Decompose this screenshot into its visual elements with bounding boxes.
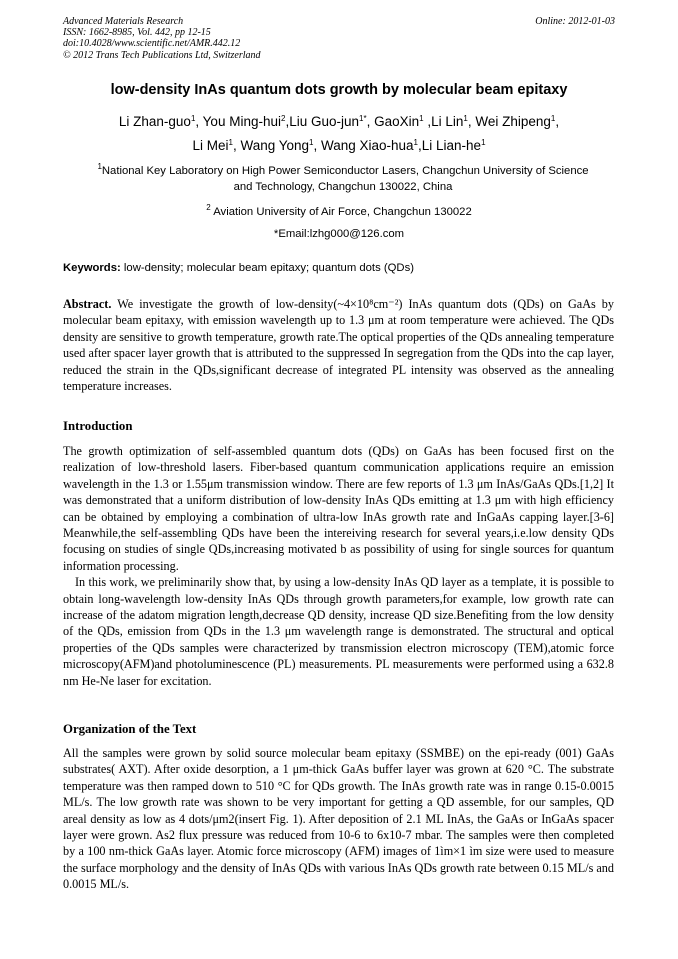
paragraph: All the samples were grown by solid source molecular beam epitaxy (SSMBE) on the epi-ready (001) GaAs substrates( AXT). After oxide desorption, a 1 μm-thick GaAs buffer layer was grown at 620 °C. The substrate temperature was then ramped down to 510 °C for QDs growth. The InAs growth rate was in range 0.15-0.0015 ML/s. The low growth rate was shown to be very important for getting a QD assemble, for our samples, QD areal density as low as 4 dots/μm2(insert Fig. 1). After deposition of 2.1 ML InAs, the GaAs or InGaAs spacer layer were grown. As2 flux pressure was reduced from 10-6 to 6x10-7 mbar. The samples were then completed by a 100 nm-thick GaAs layer. Atomic force microscopy (AFM) images of 1ìm×1 ìm size were used to measure the surface morphology and the density of InAs QDs with various InAs QDs growth rate between 0.15 ML/s and 0.0015 ML/s. — [63, 746, 614, 892]
author: Wang Xiao-hua$^1$, — [320, 138, 422, 153]
issn-line: ISSN: 1662-8985, Vol. 442, pp 12-15 — [63, 27, 211, 39]
paper-title: low-density InAs quantum dots growth by molecular beam epitaxy — [110, 82, 568, 98]
journal-header — [63, 16, 261, 61]
keywords-text: low-density; molecular beam epitaxy; quantum dots (QDs) — [120, 262, 414, 274]
online-date: Online: 2012-01-03 — [535, 16, 615, 27]
abstract-text: We investigate the growth of low-density(~4×10⁸cm⁻²) InAs quantum dots (QDs) on GaAs by molecular beam epitaxy, with emission wavelength up to 1.3 μm at room temperature were achieved. The QDs density are sensitive to growth temperature, growth rate.The optical properties of the QDs annealing temperature used after spacer layer growth that is attributed to the suppressed In segregation from the QDs into the cap layer, reduced the strain in the QDs,significant decrease of integrated PL intensity was observed as the annealing temperature increases. — [63, 297, 614, 394]
author: Wei Zhipeng$^1$, — [475, 114, 560, 129]
copyright-line: © 2012 Trans Tech Publications Ltd, Switzerland — [63, 49, 261, 61]
abstract-label: Abstract. — [63, 297, 112, 311]
author: You Ming-hui$^2$, — [202, 114, 290, 129]
paragraph: In this work, we preliminarily show that, by using a low-density InAs QD layer as a template, it is possible to obtain long-wavelength low-density InAs QDs through growth parameters,for example, low growth rate can increase of the adatom migration length,decrease QD density, increase QD size.Benefiting from the low density of the QDs, emission from QDs in the 1.3 μm wavelength range is demonstrated. The structural and optical properties of the QDs samples were characterized by transmission electron microscopy (TEM),atomic force microscopy(AFM)and photoluminescence (PL) measurements. PL measurements were performed using a 632.8 nm He-Ne laser for excitation. — [63, 575, 614, 688]
author-line-2 — [0, 138, 678, 154]
journal-name: Advanced Materials Research — [63, 16, 184, 27]
affiliation-2: $^2$ Aviation University of Air Force, Changchun 130022 — [206, 203, 472, 218]
author: Li Zhan-guo$^1$, — [118, 114, 203, 129]
author: Li Lin$^1$, — [431, 114, 476, 129]
section-heading-introduction: Introduction — [63, 419, 133, 433]
organization-body — [63, 745, 614, 893]
author-line-1 — [0, 114, 678, 130]
keywords — [63, 262, 414, 274]
author: GaoXin$^1$ , — [374, 114, 432, 129]
contact-email: *Email:lzhg000@126.com — [273, 228, 405, 240]
introduction-body — [63, 443, 614, 689]
affiliation-1: $^1$National Key Laboratory on High Power Semiconductor Lasers, Changchun University of Science and Technology, Changchun 130022, China — [97, 162, 589, 193]
author: Liu Guo-jun$^{1*}$, — [289, 114, 375, 129]
keywords-label: Keywords: — [63, 262, 121, 274]
doi-line: doi:10.4028/www.scientific.net/AMR.442.12 — [63, 38, 241, 50]
author: Li Mei$^1$, — [192, 138, 241, 153]
abstract — [63, 296, 614, 394]
paragraph: The growth optimization of self-assembled quantum dots (QDs) on GaAs has been focused first on the realization of low-threshold lasers. Fiber-based quantum communication applications require an emission wavelength in the 1.3 or 1.55μm transmission window. There are few reports of 1.3 μm InAs/GaAs QDs.[1,2] It was demonstrated that a uniform distribution of low-density InAs QDs emitting at 1.3 μm with high efficiency can be obtained by employing a combination of ultra-low InAs growth rate and InGaAs capping layer.[3-6] Meanwhile,the self-assembling QDs have been the intereiving research for several years,i.e.low density QDs focusing on studies of single QDs,increasing motivated b as possibility of using for single sources for quantum information processing. — [63, 444, 614, 573]
section-heading-organization: Organization of the Text — [63, 722, 197, 736]
author: Wang Yong$^1$, — [240, 138, 321, 153]
author: Li Lian-$he^1$ — [421, 138, 486, 153]
